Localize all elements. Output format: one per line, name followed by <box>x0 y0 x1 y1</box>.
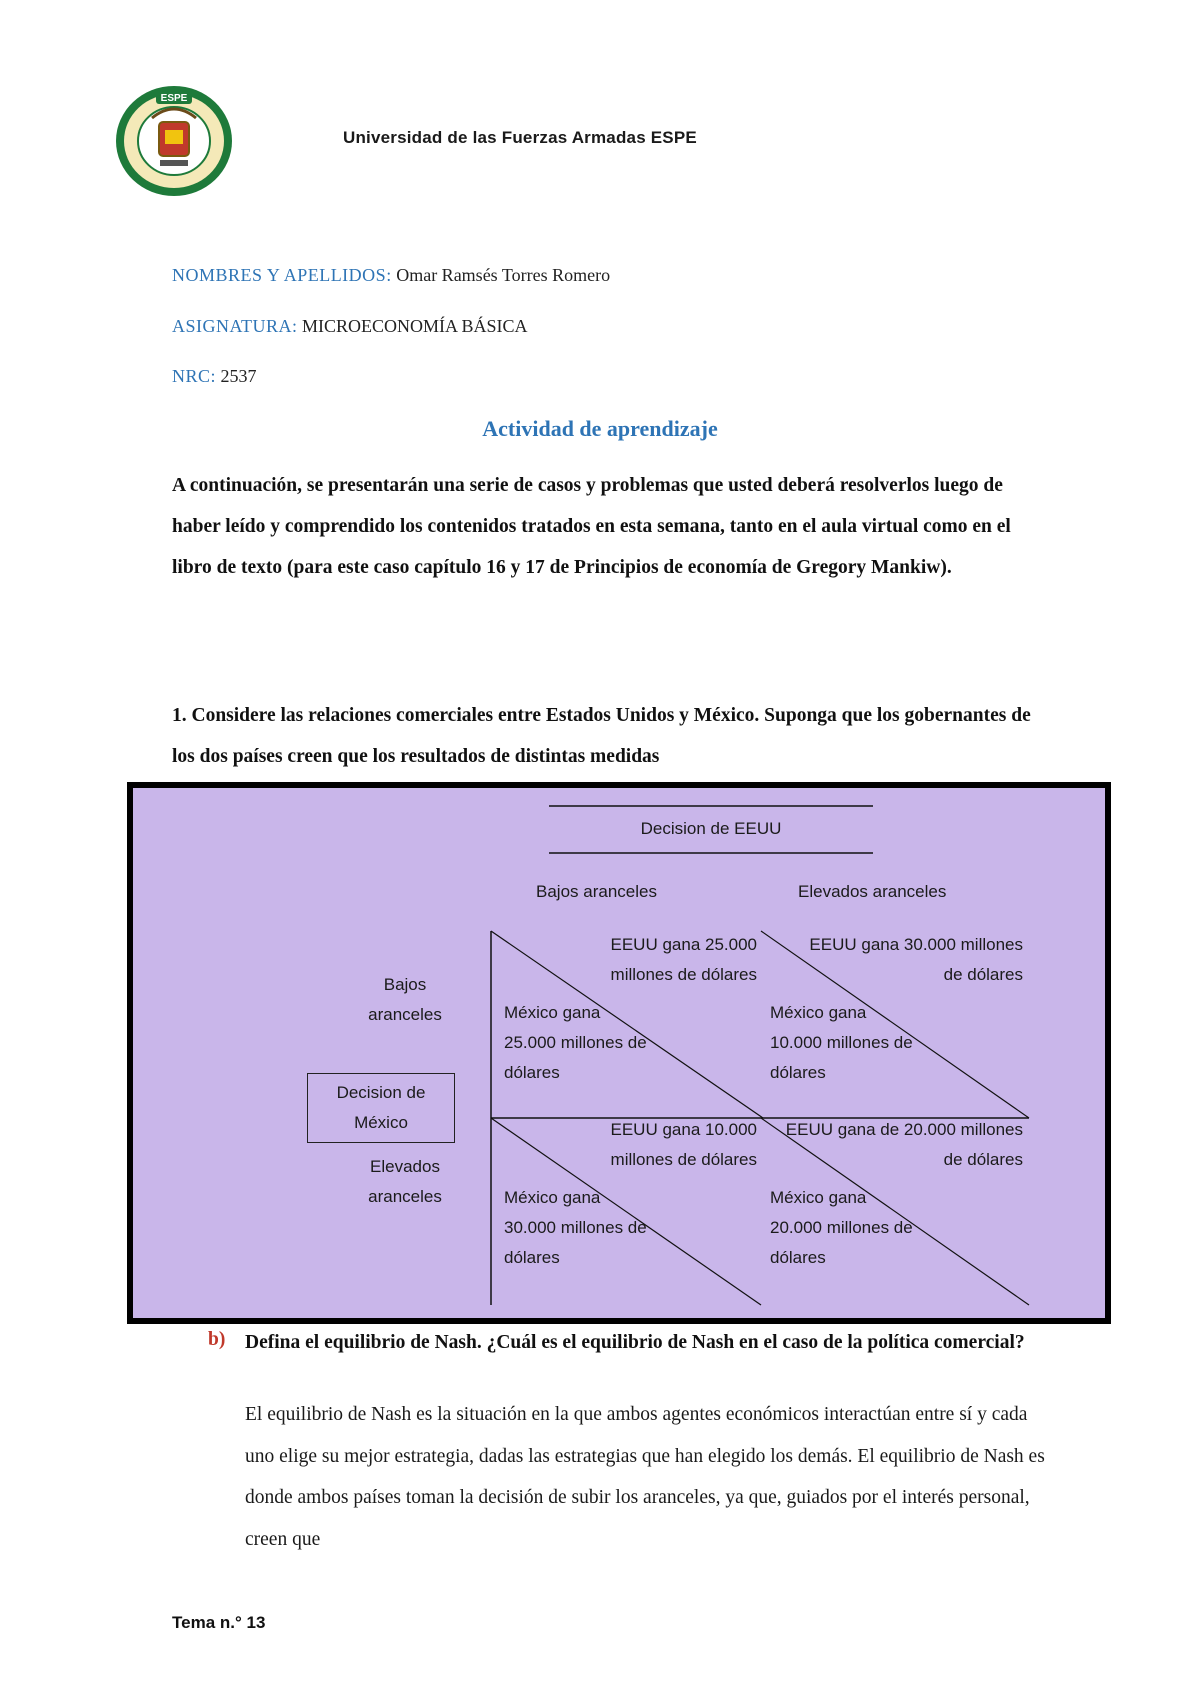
cell-ll-us <box>611 930 758 990</box>
cell-ll-mx-line1: México gana <box>504 1003 601 1022</box>
cell-hl-us <box>611 1115 758 1175</box>
cell-hl-mx-line1: México gana <box>504 1188 601 1207</box>
page-title: Actividad de aprendizaje <box>482 416 718 441</box>
cell-hh-us-line2: de dólares <box>943 1150 1023 1169</box>
question-b-answer: El equilibrio de Nash es la situación en la que ambos agentes económicos interactúan entre sí y cada uno elige su mejor estrategia, dadas las estrategias que han elegido los demás. El equilibrio de Nash es donde ambos países toman la decisión de subir los aranceles, ya que, guiados por el interés personal, creen que <box>245 1404 1045 1550</box>
question-1: 1. Considere las relaciones comerciales entre Estados Unidos y México. Suponga que los gobernantes de los dos países creen que los resultados de distintas medidas <box>172 705 1031 767</box>
row-low-line1: Bajos <box>383 975 427 994</box>
cell-ll-us-line1: EEUU gana 25.000 <box>610 935 757 954</box>
university-name: Universidad de las Fuerzas Armadas ESPE <box>343 128 697 147</box>
cell-ll-us-line2: millones de dólares <box>610 965 757 984</box>
cell-ll-mx-line2: 25.000 millones de <box>504 1033 647 1052</box>
row-header-box <box>307 1073 455 1143</box>
row-high-line2: aranceles <box>368 1187 442 1206</box>
cell-lh-mx-line2: 10.000 millones de <box>770 1033 913 1052</box>
cell-hh-mx-line1: México gana <box>770 1188 867 1207</box>
cell-lh-us-line2: de dólares <box>943 965 1023 984</box>
cell-hh-mx-line2: 20.000 millones de <box>770 1218 913 1237</box>
col-high-label: Elevados aranceles <box>798 882 947 901</box>
cell-hl-mx <box>504 1183 647 1273</box>
cell-lh-mx-line3: dólares <box>770 1063 826 1082</box>
cell-hh-us <box>786 1115 1023 1175</box>
subject-line <box>172 316 528 337</box>
payoff-matrix <box>127 782 1111 1324</box>
student-name-line <box>172 265 610 286</box>
col-low-label: Bajos aranceles <box>536 882 657 901</box>
question-b-marker: b) <box>208 1329 226 1350</box>
col-header: Decision de EEUU <box>640 819 782 838</box>
row-high-line1: Elevados <box>370 1157 440 1176</box>
cell-lh-us <box>809 930 1023 990</box>
subject-value: MICROECONOMÍA BÁSICA <box>302 316 528 336</box>
cell-lh-mx-line1: México gana <box>770 1003 867 1022</box>
intro-paragraph: A continuación, se presentarán una serie de casos y problemas que usted deberá resolverlos luego de haber leído y comprendido los contenidos tratados en esta semana, tanto en el aula virtual como en el libro de texto (para este caso capítulo 16 y 17 de Principios de economía de Gregory Mankiw). <box>172 475 1011 578</box>
name-label: NOMBRES Y APELLIDOS: <box>172 265 392 285</box>
university-logo <box>112 82 236 200</box>
cell-hl-us-line2: millones de dólares <box>610 1150 757 1169</box>
row-header-line1: Decision de <box>336 1083 426 1102</box>
cell-lh-us-line1: EEUU gana 30.000 millones <box>809 935 1023 954</box>
cell-ll-mx <box>504 998 647 1088</box>
nrc-value: 2537 <box>220 366 257 386</box>
cell-hh-us-line1: EEUU gana de 20.000 millones <box>785 1120 1023 1139</box>
nrc-label: NRC: <box>172 366 217 386</box>
cell-hl-us-line1: EEUU gana 10.000 <box>610 1120 757 1139</box>
row-low-label <box>355 970 455 1030</box>
cell-hl-mx-line3: dólares <box>504 1248 560 1267</box>
row-high-label <box>355 1152 455 1212</box>
name-value: Omar Ramsés Torres Romero <box>396 265 611 285</box>
row-low-line2: aranceles <box>368 1005 442 1024</box>
svg-text:ESPE: ESPE <box>160 93 188 104</box>
cell-hl-mx-line2: 30.000 millones de <box>504 1218 647 1237</box>
cell-hh-mx <box>770 1183 913 1273</box>
row-header-line2: México <box>354 1113 408 1132</box>
cell-hh-mx-line3: dólares <box>770 1248 826 1267</box>
page-footer: Tema n.° 13 <box>172 1613 266 1632</box>
cell-ll-mx-line3: dólares <box>504 1063 560 1082</box>
subject-label: ASIGNATURA: <box>172 316 298 336</box>
cell-lh-mx <box>770 998 913 1088</box>
question-b-text: Defina el equilibrio de Nash. ¿Cuál es el equilibrio de Nash en el caso de la política comercial? <box>245 1332 1025 1353</box>
nrc-line <box>172 366 257 387</box>
